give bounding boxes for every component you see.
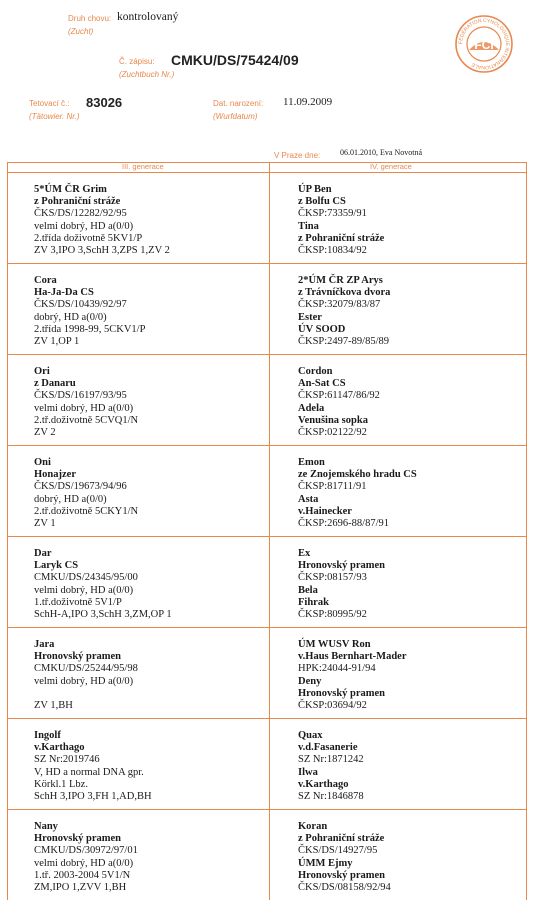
- pedigree-line: ZV 3,IPO 3,SchH 3,ZPS 1,ZV 2: [34, 244, 170, 256]
- datum-label: Dat. narození:: [213, 99, 264, 108]
- pedigree-line: 2.třída 1998-99, 5CKV1/P: [34, 323, 146, 335]
- fci-logo-text: FCI: [474, 38, 494, 52]
- pedigree-line: Asta: [298, 493, 319, 505]
- place-label: V Praze dne:: [274, 151, 321, 160]
- pedigree-line: z Trávníčkova dvora: [298, 287, 391, 299]
- pedigree-line: ČKSP:10834/92: [298, 244, 367, 256]
- pedigree-cell-left: [34, 639, 138, 712]
- pedigree-line: SchH 3,IPO 3,FH 1,AD,BH: [34, 790, 152, 802]
- pedigree-line: Adela: [298, 402, 325, 414]
- tetovaci-label: Tetovací č.:: [29, 99, 70, 108]
- pedigree-line: ČKSP:2696-88/87/91: [298, 517, 390, 529]
- pedigree-line: Quax: [298, 730, 323, 741]
- pedigree-line: z Pohraniční stráže: [298, 833, 385, 845]
- place-value: 06.01.2010, Eva Novotná: [340, 148, 422, 157]
- svg-text:FÉDÉRATION CYNOLOGIQUE INTERNA: FÉDÉRATION CYNOLOGIQUE INTERNATIONALE: [457, 17, 511, 71]
- pedigree-line: Tina: [298, 220, 319, 232]
- pedigree-line: Hronovský pramen: [298, 869, 386, 881]
- pedigree-line: Fihrak: [298, 596, 329, 608]
- pedigree-line: 1.tř.doživotně 5V1/P: [34, 596, 122, 608]
- pedigree-line: Cora: [34, 275, 57, 286]
- pedigree-line: v.Karthago: [34, 742, 85, 754]
- pedigree-line: dobrý, HD a(0/0): [34, 493, 107, 505]
- pedigree-line: ČKS/DS/19673/94/96: [34, 481, 127, 493]
- tetovaci-sub: (Tätowier. Nr.): [29, 112, 80, 121]
- pedigree-line: 1.tř. 2003-2004 5V1/N: [34, 869, 131, 881]
- pedigree-line: ČKSP:08157/93: [298, 572, 367, 584]
- pedigree-cell-left: [34, 366, 138, 439]
- pedigree-line: ČKSP:2497-89/85/89: [298, 335, 390, 347]
- pedigree-line: 2.třída doživotně 5KV1/P: [34, 232, 143, 244]
- pedigree-line: v.Hainecker: [298, 505, 352, 517]
- pedigree-line: velmi dobrý, HD a(0/0): [34, 675, 134, 687]
- row-divider: [7, 809, 527, 810]
- tetovaci-value: 83026: [86, 95, 123, 110]
- pedigree-line: An-Sat CS: [298, 378, 346, 390]
- pedigree-line: velmi dobrý, HD a(0/0): [34, 220, 134, 232]
- pedigree-line: velmi dobrý, HD a(0/0): [34, 402, 134, 414]
- pedigree-line: ČKS/DS/12282/92/95: [34, 208, 127, 220]
- pedigree-line: ÚMM Ejmy: [298, 857, 353, 869]
- pedigree-cell-left: [34, 184, 170, 257]
- row-divider: [7, 536, 527, 537]
- pedigree-line: ZV 2: [34, 426, 56, 438]
- pedigree-line: z Pohraniční stráže: [34, 196, 121, 208]
- datum-sub: (Wurfdatum): [213, 112, 258, 121]
- pedigree-line: Ha-Ja-Da CS: [34, 287, 94, 299]
- zapis-sub: (Zuchtbuch Nr.): [119, 70, 175, 79]
- row-divider: [7, 718, 527, 719]
- pedigree-line: ze Znojemského hradu CS: [298, 469, 417, 481]
- druh-sub: (Zucht): [68, 27, 94, 36]
- zapis-value: CMKU/DS/75424/09: [171, 52, 299, 68]
- pedigree-line: 5*ÚM ČR Grim: [34, 184, 107, 195]
- pedigree-line: Hronovský pramen: [34, 833, 122, 845]
- pedigree-line: Hronovský pramen: [34, 651, 122, 663]
- pedigree-line: 2.tř.doživotně 5CKY1/N: [34, 505, 139, 517]
- pedigree-line: Bela: [298, 584, 318, 596]
- pedigree-line: HPK:24044-91/94: [298, 663, 376, 675]
- pedigree-cell-right: [298, 548, 385, 621]
- pedigree-line: Jara: [34, 639, 55, 650]
- pedigree-line: SchH-A,IPO 3,SchH 3,ZM,OP 1: [34, 608, 172, 620]
- fci-logo-icon: [454, 14, 514, 74]
- pedigree-line: ZV 1,BH: [34, 699, 73, 711]
- pedigree-line: Honajzer: [34, 469, 76, 481]
- pedigree-cell-left: [34, 730, 152, 803]
- pedigree-cell-right: [298, 184, 384, 257]
- pedigree-line: Cordon: [298, 366, 333, 377]
- pedigree-line: Körkl.1 Lbz.: [34, 778, 88, 790]
- column-divider: [269, 162, 270, 900]
- pedigree-line: ČKSP:80995/92: [298, 608, 367, 620]
- pedigree-cell-right: [298, 821, 391, 894]
- pedigree-line: ÚP Ben: [298, 184, 332, 195]
- pedigree-line: Oni: [34, 457, 51, 468]
- pedigree-line: ZV 1,OP 1: [34, 335, 80, 347]
- col-header-right: IV. generace: [370, 162, 412, 171]
- pedigree-line: CMKU/DS/24345/95/00: [34, 572, 138, 584]
- pedigree-line: ÚM WUSV Ron: [298, 639, 371, 650]
- pedigree-line: ČKSP:61147/86/92: [298, 390, 380, 402]
- pedigree-line: velmi dobrý, HD a(0/0): [34, 857, 134, 869]
- pedigree-line: z Pohraniční stráže: [298, 232, 385, 244]
- pedigree-line: CMKU/DS/30972/97/01: [34, 845, 138, 857]
- pedigree-line: ČKSP:73359/91: [298, 208, 367, 220]
- pedigree-cell-left: [34, 457, 138, 530]
- pedigree-line: 2*ÚM ČR ZP Arys: [298, 275, 383, 286]
- pedigree-line: SZ Nr:2019746: [34, 754, 100, 766]
- pedigree-line: v.Karthago: [298, 778, 349, 790]
- row-divider: [7, 263, 527, 264]
- pedigree-line: ČKS/DS/08158/92/94: [298, 881, 391, 893]
- pedigree-line: z Danaru: [34, 378, 76, 390]
- pedigree-line: ČKSP:02122/92: [298, 426, 367, 438]
- pedigree-line: v.d.Fasanerie: [298, 742, 358, 754]
- pedigree-cell-right: [298, 275, 390, 348]
- pedigree-cell-left: [34, 821, 138, 894]
- pedigree-line: CMKU/DS/25244/95/98: [34, 663, 138, 675]
- datum-value: 11.09.2009: [283, 96, 333, 108]
- zapis-label: Č. zápisu:: [119, 57, 155, 66]
- pedigree-line: Ilwa: [298, 766, 318, 778]
- row-divider: [7, 627, 527, 628]
- pedigree-line: [34, 688, 138, 700]
- pedigree-line: 2.tř.doživotně 5CVQ1/N: [34, 414, 139, 426]
- row-divider: [7, 445, 527, 446]
- pedigree-line: ZV 1: [34, 517, 56, 529]
- pedigree-cell-right: [298, 366, 380, 439]
- pedigree-line: Koran: [298, 821, 328, 832]
- pedigree-line: ČKSP:81711/91: [298, 481, 367, 493]
- pedigree-line: Deny: [298, 675, 322, 687]
- pedigree-line: SZ Nr:1846878: [298, 790, 364, 802]
- pedigree-line: Ex: [298, 548, 311, 559]
- pedigree-line: Ester: [298, 311, 322, 323]
- pedigree-line: velmi dobrý, HD a(0/0): [34, 584, 134, 596]
- pedigree-line: ÚV SOOD: [298, 323, 346, 335]
- pedigree-line: Emon: [298, 457, 325, 468]
- pedigree-line: Dar: [34, 548, 52, 559]
- pedigree-cell-right: [298, 730, 364, 803]
- col-header-left: III. generace: [122, 162, 164, 171]
- pedigree-line: ZM,IPO 1,ZVV 1,BH: [34, 881, 127, 893]
- druh-label: Druh chovu:: [68, 14, 112, 23]
- row-divider: [7, 354, 527, 355]
- pedigree-line: Ori: [34, 366, 50, 377]
- pedigree-line: ČKSP:03694/92: [298, 699, 367, 711]
- pedigree-line: ČKS/DS/10439/92/97: [34, 299, 127, 311]
- pedigree-line: dobrý, HD a(0/0): [34, 311, 107, 323]
- pedigree-line: v.Haus Bernhart-Mader: [298, 651, 407, 663]
- pedigree-cell-right: [298, 639, 407, 712]
- pedigree-line: V, HD a normal DNA gpr.: [34, 766, 144, 778]
- pedigree-line: Hronovský pramen: [298, 560, 386, 572]
- pedigree-line: ČKS/DS/16197/93/95: [34, 390, 127, 402]
- pedigree-line: Venušina sopka: [298, 414, 368, 426]
- pedigree-line: SZ Nr:1871242: [298, 754, 364, 766]
- pedigree-cell-left: [34, 548, 172, 621]
- pedigree-cell-left: [34, 275, 145, 348]
- pedigree-line: Ingolf: [34, 730, 61, 741]
- pedigree-line: ČKSP:32079/83/87: [298, 299, 381, 311]
- pedigree-line: z Bolfu CS: [298, 196, 346, 208]
- pedigree-line: ČKS/DS/14927/95: [298, 845, 378, 857]
- druh-value: kontrolovaný: [117, 11, 179, 23]
- pedigree-line: Laryk CS: [34, 560, 79, 572]
- pedigree-cell-right: [298, 457, 417, 530]
- pedigree-line: Nany: [34, 821, 58, 832]
- pedigree-line: Hronovský pramen: [298, 687, 386, 699]
- header-divider: [7, 172, 527, 173]
